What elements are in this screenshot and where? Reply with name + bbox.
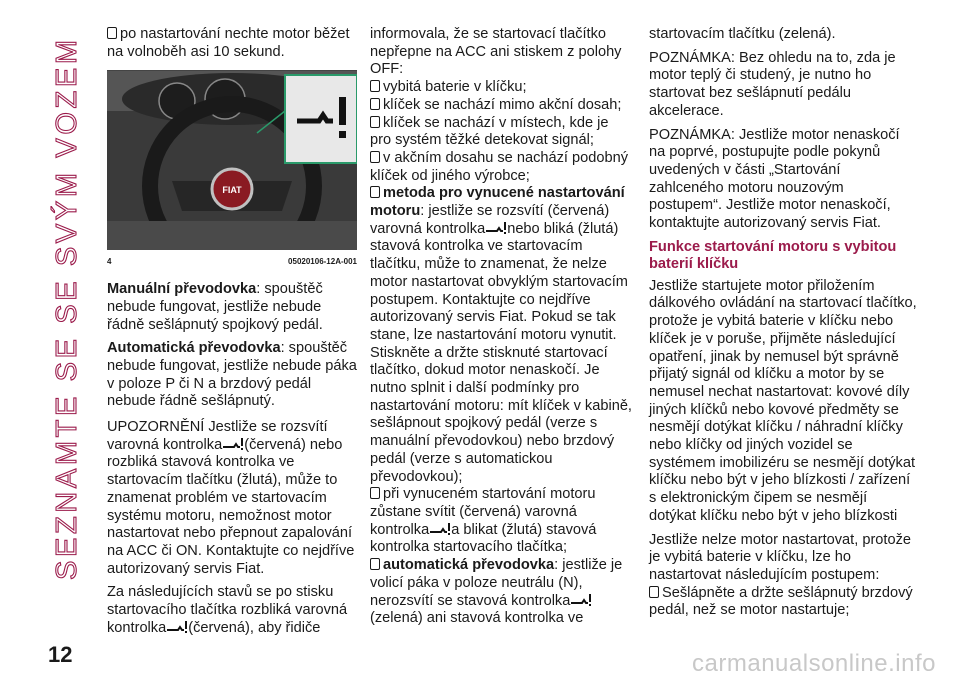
bullet-icon <box>370 558 380 570</box>
list-item: klíček se nachází mimo akční dosah; <box>370 97 632 115</box>
bullet-icon <box>370 151 380 163</box>
bullet-icon <box>370 80 380 92</box>
bullet-icon <box>649 586 659 598</box>
forced-start-item: metoda pro vynucené nastartování motoru: jestliže se rozsvítí (červená) varovná kontrolka nebo bliká (žlutá) stavová kontrolka ve startovacím tlačítku, může to znamenat, že nelze motor nastartovat obvyklým startovacím postupem. Kontaktujte co nejdříve autorizovaný servis Fiat. Pokud se tak stane, lze nastartování motoru vynutit. Stiskněte a držte stisknuté startovací tlačítko, dokud motor nenaskočí. Je nutno splnit i další podmínky pro nastartování motoru: mít klíček v kabině, sešlápnout spojkový pedál (verze s manuální převodovkou) nebo brzdový pedál (verze s automatickou převodovkou); <box>370 185 632 485</box>
bullet-icon <box>370 186 380 198</box>
dashboard-figure <box>107 70 357 250</box>
key-status-icon <box>570 593 592 607</box>
figure-code: 05020106-12A-001 <box>288 257 357 267</box>
list-item: klíček se nachází v místech, kde je pro systém těžké detekovat signál; <box>370 114 609 149</box>
figure-caption <box>107 253 357 271</box>
body-paragraph: Jestliže startujete motor přiložením dálkového ovládání na startovací tlačítko, protože je vybitá baterie v klíčku nebo klíček je v poruše, přijměte následující opatření, jinak by nemusel být správně přijatý signál od klíčku a motor by se nemusel nechat nastartovat: kovové díly jiných klíčků nebo kovové předměty se nesmějí dotýkat klíčku / náhradní klíčky nebo klíčky od jiných vozidel se systémem imobilizéru se nesmějí dotýkat klíčku nebo být v jeho blízkosti / zařízení s elektronickým čipem se nesmějí dotýkat klíčku nebo být v jeho blízkosti <box>649 277 917 524</box>
body-paragraph: Jestliže nelze motor nastartovat, protože je vybitá baterie v klíčku, lze ho nastartovat následujícím postupem: <box>649 531 912 583</box>
states-paragraph: Za následujících stavů se po stisku startovacího tlačítka rozbliká varovná kontrolka (červená), aby řidiče <box>107 584 348 636</box>
intro-paragraph: po nastartování nechte motor běžet na volnoběh asi 10 sekund. <box>107 26 350 60</box>
key-warning-icon <box>429 522 451 536</box>
auto-paragraph: Automatická převodovka: spouštěč nebude fungovat, jestliže nebude páka v poloze P či N a brzdový pedál nebude řádně sešlápnutý. <box>107 340 357 410</box>
bullet-icon <box>370 487 380 499</box>
side-title <box>46 22 86 582</box>
side-title-text: SEZNAMTE SE SE SVÝM VOZEM <box>51 40 83 580</box>
bullet-icon <box>370 116 380 128</box>
note-paragraph: POZNÁMKA: Bez ohledu na to, zda je motor teplý či studený, je nutno ho startovat bez sešlápnutí pedálu akcelerace. <box>649 49 896 119</box>
watermark: carmanualsonline.info <box>692 650 936 677</box>
key-warning-icon <box>166 620 188 634</box>
list-item: vybitá baterie v klíčku; <box>370 79 632 97</box>
manual-paragraph: Manuální převodovka: spouštěč nebude fungovat, jestliže nebude řádně sešlápnutý spojkový pedál. <box>107 281 323 333</box>
svg-text:FIAT: FIAT <box>222 185 242 196</box>
auto-gearbox-item: automatická převodovka: jestliže je volicí páka v poloze neutrálu (N), nerozsvítí se stavová kontrolka(zelená) ani stavová kontrolka ve <box>370 557 623 627</box>
forced-start-item-2: při vynuceném startování motoru zůstane svítit (červená) varovná kontrolka a blikat (žlutá) stavová kontrolka startovacího tlačítka; <box>370 486 597 556</box>
key-warning-icon <box>222 437 244 451</box>
column-2 <box>370 26 632 628</box>
continuation-paragraph: startovacím tlačítku (zelená). <box>649 26 836 42</box>
list-item: Sešlápněte a držte sešlápnutý brzdový pedál, než se motor nastartuje; <box>649 584 913 619</box>
bullet-icon <box>370 98 380 110</box>
column-1 <box>107 26 357 643</box>
key-warning-icon <box>485 221 507 235</box>
list-item: v akčním dosahu se nachází podobný klíček od jiného výrobce; <box>370 149 629 184</box>
bullet-icon <box>107 27 117 39</box>
continuation-paragraph: informovala, že se startovací tlačítko nepřepne na ACC ani stiskem z polohy OFF: <box>370 26 622 78</box>
column-3 <box>649 26 917 620</box>
page-number: 12 <box>48 642 73 667</box>
warning-paragraph: UPOZORNĚNÍ Jestliže se rozsvítí varovná kontrolka (červená) nebo rozbliká stavová kontrolka ve startovacím tlačítku (žlutá), může to znamenat problém ve startovacím systému motoru, nemožnost motor nastartovat nebo přepnout zapalování na ACC či ON. Kontaktujte co nejdříve autorizovaný servis Fiat. <box>107 419 355 577</box>
note-paragraph: POZNÁMKA: Jestliže motor nenaskočí na poprvé, postupujte podle pokynů uvedených v části „Startování zahlceného motoru nouzovým postupem“. Jestliže motor nenaskočí, kontaktujte autorizovaný servis Fiat. <box>649 126 900 232</box>
section-heading: Funkce startování motoru s vybitou baterií klíčku <box>649 238 897 273</box>
figure-number: 4 <box>107 257 112 267</box>
